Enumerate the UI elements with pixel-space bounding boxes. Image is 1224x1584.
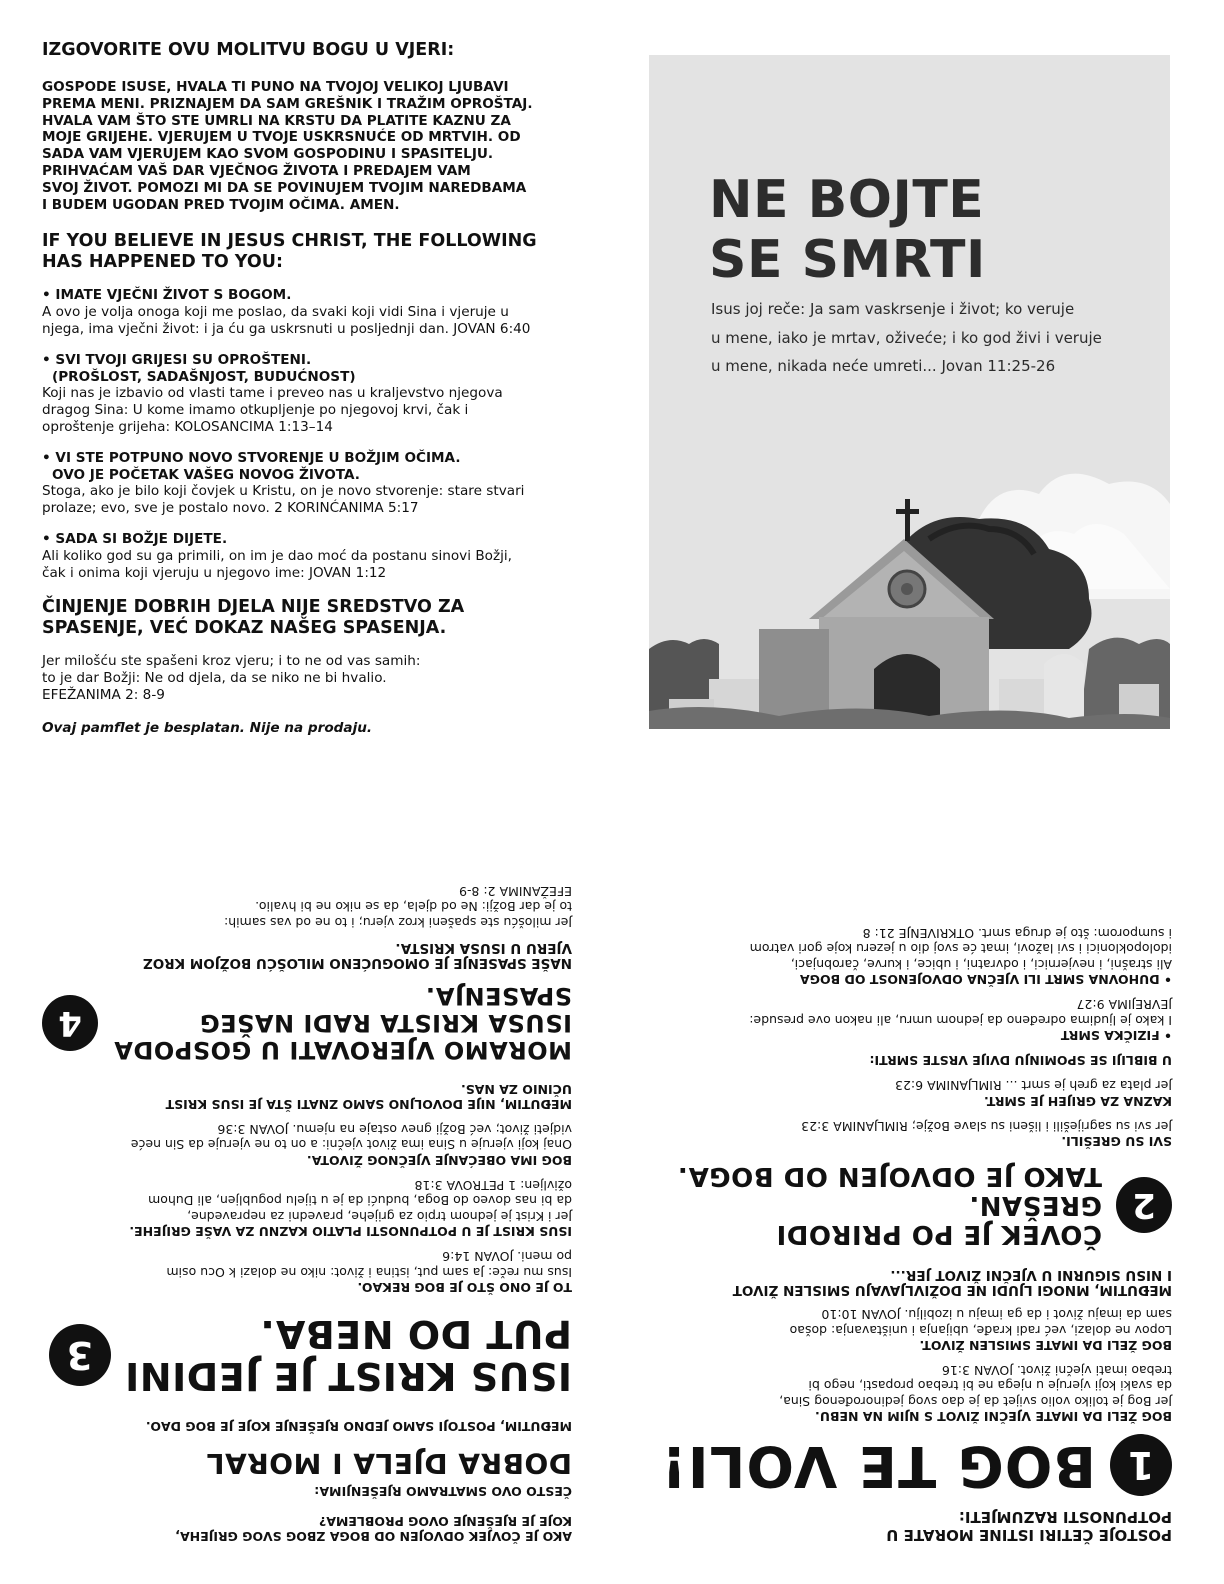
prayer-line: I BUDEM UGODAN PRED TVOJIM OČIMA. AMEN. [42, 196, 400, 213]
works-verse: Jer milošću ste spašeni kroz vjeru; i to ne od vas samih: to je dar Božji: Ne od djela, da se niko ne bi hvalio. EFEŽANIMA 2: 8-9 [42, 653, 421, 703]
truth-1-body: BOG ŽELI DA IMATE VJEČNI ŽIVOT S NJIM NA NEBU. Jer Bog je toliko volio svijet da je dao svog jedinorođenog Sina, da svaki koji vjeruje u njega ne bi trebao propasti, nego bi trebao imati vječni život. JOVAN 3:16 BOG ŽELI DA IMATE SMISLEN ŽIVOT. Lopov ne dolazi, već radi krađe, ubijanja i uništavanja: došao sam da imaju život i da ga imaju u izobilju. JOVAN 10:10 MEĐUTIM, MNOGI LJUDI NE DOŽIVLJAVAJU SMISLEN ŽIVOT I NISU SIGURNI U VJEČNI ŽIVOT JER... [732, 1266, 1172, 1424]
believe-heading: IF YOU BELIEVE IN JESUS CHRIST, THE FOLLOWING HAS HAPPENED TO YOU: [42, 231, 537, 273]
prayer-line: PRIHVAĆAM VAŠ DAR VJEČNOG ŽIVOTA I PREDAJEM VAM [42, 162, 471, 179]
prayer-line: HVALA VAM ŠTO STE UMRLI NA KRSTU DA PLATITE KAZNU ZA [42, 112, 511, 129]
truths-1-2-panel [652, 822, 1172, 1544]
truth-4-body: NAŠE SPASENJE JE OMOGUĆENO MILOŠĆU BOŽJOM KROZ VJERU U ISUSA KRISTA. Jer milošću ste spašeni kroz vjeru; i to ne od vas samih: to je dar Božji: Ne od djela, da se niko ne bi hvalio. EFEŽANIMA 2: 8-9 [142, 884, 572, 972]
prayer-heading: IZGOVORITE OVU MOLITVU BOGU U VJERI: [42, 40, 455, 60]
cover-panel [649, 55, 1170, 729]
cover-title: NE BOJTE SE SMRTI [709, 170, 986, 290]
solution-question: AKO JE ČOVJEK ODVOJEN OD BOGA ZBOG SVOG GRIJEHA, KOJE JE RJEŠENJE OVOG PROBLEMA? [175, 1513, 572, 1544]
church-cemetery-image [649, 399, 1170, 729]
truth-4-header: MORAMO VJEROVATI U GOSPODA ISUSA KRISTA RADI NAŠEG SPASENJA. 4 [42, 982, 572, 1063]
truth-3-header: ISUS KRIST JE JEDINI PUT DO NEBA. 3 [42, 1313, 572, 1397]
prayer-text [42, 79, 582, 213]
truth-1-header: 1 BOG TE VOLI! [652, 1434, 1172, 1496]
prayer-line: SADA VAM VJERUJEM KAO SVOM GOSPODINU I SPASITELJU. [42, 146, 494, 163]
free-note: Ovaj pamflet je besplatan. Nije na prodaju. [42, 719, 373, 736]
benefit-child-of-god: • SADA SI BOŽJE DIJETE. Ali koliko god su ga primili, on im je dao moć da postanu sinovi Božji, čak i onima koji vjeruju u njegovo ime: JOVAN 1:12 [42, 530, 512, 581]
benefit-forgiven: • SVI TVOJI GRIJESI SU OPROŠTENI. (PROŠLOST, SADAŠNJOST, BUDUĆNOST) Koji nas je izbavio od vlasti tame i preveo nas u kraljevstvo njegova dragog Sina: U kome imamo otkupljenje po njegovoj krvi, čak i oproštenje grijeha: KOLOSANCIMA 1:13–14 [42, 351, 503, 435]
truth-2-header: 2 ČOVEK JE PO PRIRODI GREŠAN. TAKO JE ODVOJEN OD BOGA. [652, 1161, 1172, 1248]
number-badge-2: 2 [1116, 1177, 1172, 1233]
often-line: ČESTO OVO SMATRAMO RJEŠENJIMA: [314, 1484, 572, 1500]
number-badge-1: 1 [1110, 1434, 1172, 1496]
benefit-eternal-life: • IMATE VJEČNI ŽIVOT S BOGOM. A ovo je volja onoga koji me poslao, da svaki koji vidi Sina i vjeruje u njega, ima vječni život: i ja ću ga uskrsnuti u posljednji dan. JOVAN 6:40 [42, 287, 531, 337]
prayer-line: GOSPODE ISUSE, HVALA TI PUNO NA TVOJOJ VELIKOJ LJUBAVI [42, 79, 509, 95]
works-morality-head: DOBRA DJELA I MORAL [206, 1447, 572, 1481]
number-badge-4: 4 [42, 995, 98, 1051]
truth-3-body: TO JE ONO ŠTO JE BOG REKAO. Isus mu reče: Ja sam put, istina i život: niko ne dolazi k Ocu osim po meni. JOVAN 14:6 ISUS KRIST JE U POTPUNOSTI PLATIO KAZNU ZA VAŠE GRIJEHE. Jer i Krist je jednom trpio za grijehe, pravedni za nepravedne, da bi nas doveo do Boga, budući da je u tijelu pogubljen, ali Duhom oživljen: 1 PETROVA 3:18 BOG IMA OBEĆANJE VJEČNOG ŽIVOTA. Onaj koji vjeruje u Sina ima život vječni: a on to ne vjeruje da Sin neće vidjeti život; već Božji gnev ostaje na njemu. JOVAN 3:36 MEĐUTIM, NIJE DOVOLJNO SAMO ZNATI ŠTA JE ISUS KRIST UČINIO ZA NAS. [129, 1081, 572, 1295]
number-badge-3: 3 [49, 1324, 111, 1386]
truth-2-body: SVI SU GREŠILI. Jer svi su sagriješili i lišeni su slave Božje; RIMLJANIMA 3:23 KAZNA ZA GRIJEH JE SMRT. Jer plata za greh je smrt ... RIMLJANIMA 6:23 U BIBLIJI SE SPOMINJU DVIJE VRSTE SMRTI: • FIZIČKA SMRT I kako je ljudima određeno da jednom umru, ali nakon ove presude: JEVREJIMA 9:27 • DUHOVNA SMRT ILI VJEČNA ODVOJENOST OD BOGA Ali strašni, i nevjernici, i odvratni, i ubice, i kurve, čarobnjaci, idolopoklonici i svi lažovi, imat će svoj dio u jezeru koje gori vatrom i sumporom: što je druga smrt. OTKRIVENJE 21: 8 [749, 926, 1172, 1150]
prayer-panel [42, 40, 582, 737]
cover-verse: Isus joj reče: Ja sam vaskrsenje i život; ko veruje u mene, iako je mrtav, oživeće; i ko god živi i veruje u mene, nikada neće umreti... Jovan 11:25-26 [711, 300, 1102, 375]
but-line: MEĐUTIM, POSTOJI SAMO JEDNO RJEŠENJE KOJE JE BOG DAO. [145, 1419, 572, 1435]
works-heading: ČINJENJE DOBRIH DJELA NIJE SREDSTVO ZA SPASENJE, VEĆ DOKAZ NAŠEG SPASENJA. [42, 597, 465, 639]
truths-3-4-panel [42, 812, 572, 1544]
prayer-line: MOJE GRIJEHE. VJERUJEM U TVOJE USKRSNUĆE OD MRTVIH. OD [42, 129, 521, 146]
benefit-new-creation: • VI STE POTPUNO NOVO STVORENJE U BOŽJIM OČIMA. OVO JE POČETAK VAŠEG NOVOG ŽIVOTA. Stoga, ako je bilo koji čovjek u Kristu, on je novo stvorenje: stare stvari prolaze; evo, sve je postalo novo. 2 KORINĆANIMA 5:17 [42, 449, 525, 517]
prayer-line: SVOJ ŽIVOT. POMOZI MI DA SE POVINUJEM TVOJIM NAREDBAMA [42, 179, 527, 196]
four-truths-intro: POSTOJE ČETIRI ISTINE MORATE U POTPUNOSTI RAZUMJETI: [886, 1508, 1172, 1544]
prayer-line: PREMA MENI. PRIZNAJEM DA SAM GREŠNIK I TRAŽIM OPROŠTAJ. [42, 95, 533, 112]
